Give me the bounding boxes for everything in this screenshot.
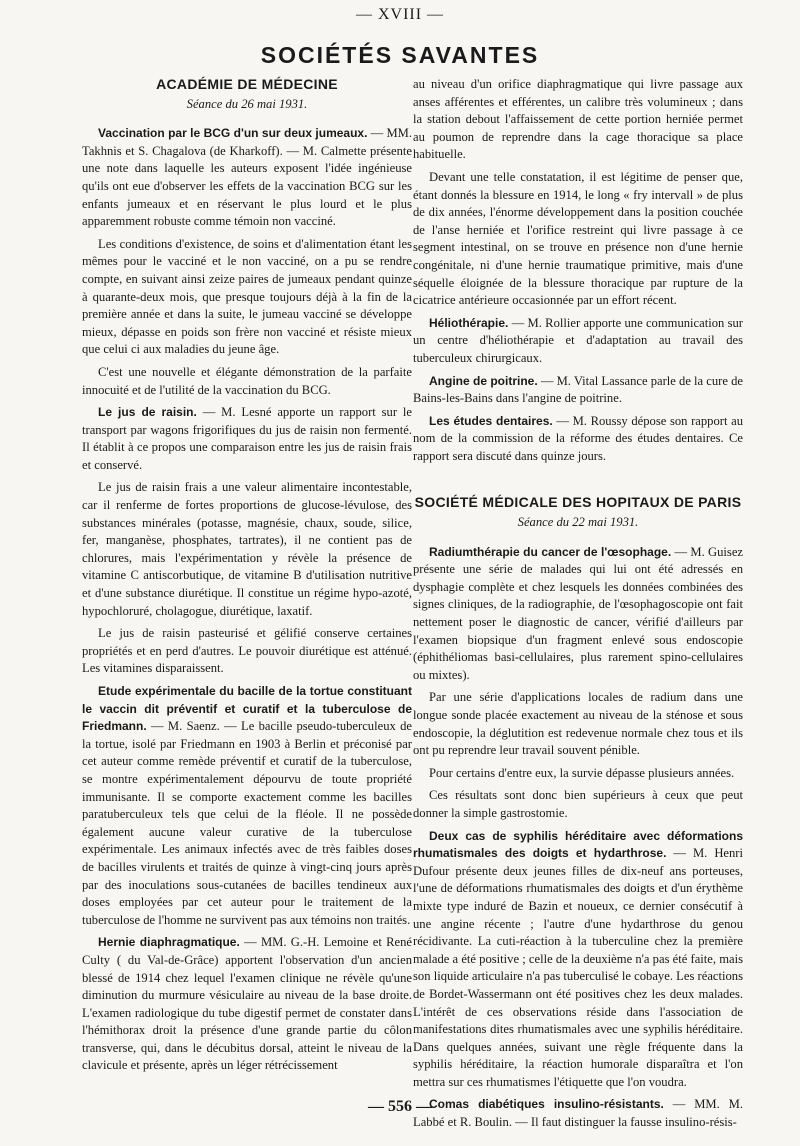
article-paragraph	[413, 373, 743, 408]
societe-session: Séance du 22 mai 1931.	[517, 515, 639, 530]
societe-title: SOCIÉTÉ MÉDICALE DES HOPITAUX DE PARIS	[414, 494, 742, 511]
article-text: — MM. Takhnis et S. Chagalova (de Kharkoff). — M. Calmette présente une note dans laquelle les auteurs exposent l'idée ingénieuse qu'ils ont eue d'observer les effets de la vaccination BCG sur les enfants jumeaux et en réservant le plus lourd et le plus apparemment robuste comme témoin non vacciné.	[82, 126, 412, 229]
article-text: — M. Lesné apporte un rapport sur le transport par wagons frigorifiques du jus de raisin non fermenté. Il établit à ce propos une comparaison entre les jus de raisin frais et conservé.	[82, 405, 412, 472]
article-lead: Deux cas de syphilis héréditaire avec déformations rhumatismales des doigts et hydarthrose.	[413, 828, 743, 861]
article-lead: Le jus de raisin.	[98, 405, 197, 420]
article-paragraph	[413, 315, 743, 368]
article-paragraph: Devant une telle constatation, il est légitime de penser que, étant donnés la blessure en 1914, le long « fry intervall » de plus de dix années, l'énorme développement dans la position couchée de l'anse herniée et l'orifice restreint qui livre passage à ce segment intestinal, on se trouve en présence non d'une hernie congénitale, ni d'une hernie traumatique primitive, mais d'une séquelle éloignée de la blessure thoracique par rupture de la cicatrice antérieure occasionnée par un effort récent.	[413, 169, 743, 308]
article-text: — M. Saenz. — Le bacille pseudo-tuberculeux de la tortue, isolé par Friedmann en 1903 à Berlin et préconisé par cet auteur comme remède préventif et curatif de la tuberculose, se montre expérimentalement dépourvu de toute propriété immunisante. Il se comporte exactement comme les bacilles paratuberculeux tels que celui de la fléole. Il ne possède également aucune valeur curative de la tuberculose expérimentale. Les animaux infectés avec de très faibles doses de bacilles virulents et traités de quinze à vingt-cinq jours après par des inoculations sous-cutanées de bacilles tendineux aux doses employées par cet auteur pour le traitement de la tuberculose de l'homme ne survivent pas aux témoins non traités.	[82, 719, 412, 927]
left-column	[82, 76, 412, 1080]
academie-title: ACADÉMIE DE MÉDECINE	[156, 76, 338, 92]
right-articles	[413, 315, 743, 466]
article-paragraph	[413, 413, 743, 466]
article-lead: Radiumthérapie du cancer de l'œsophage.	[429, 544, 672, 559]
academie-articles	[82, 125, 412, 1075]
article-text: — MM. M. Labbé et R. Boulin. — Il faut distinguer la fausse insulino-résis-	[413, 1097, 743, 1130]
page-header: — XVIII —	[355, 6, 445, 23]
article-text: — M. Roussy dépose son rapport au nom de la commission de la réforme des études dentaires. Ce rapport sera discuté dans quinze jours.	[413, 413, 743, 463]
article-paragraph	[82, 479, 412, 620]
article-text: Le jus de raisin frais a une valeur alimentaire incontestable, car il renferme de fortes proportions de glucose-lévulose, des substances minérales (potasse, magnésie, chaux, soude, silice, fer, manganèse, phosphates, tartrates), il ne contient pas de chlorures, mais l'expérimentation y révèle la présence de vitamine C antiscorbutique, de vitamine B d'utilisation nutritive et d'une substance diurétique. Il constitue un régime hypo-azoté, hypochloruré, cholagogue, diurétique, laxatif.	[82, 480, 412, 618]
article-lead: Vaccination par le BCG d'un sur deux jumeaux.	[98, 126, 368, 141]
article-paragraph	[82, 934, 412, 1075]
page-title: SOCIÉTÉS SAVANTES	[260, 42, 540, 68]
academie-session: Séance du 26 mai 1931.	[186, 96, 308, 111]
page-number: — 556 —	[368, 1098, 432, 1115]
article-lead: Comas diabétiques insulino-résistants.	[429, 1097, 664, 1112]
continued-article	[413, 76, 743, 310]
article-paragraph	[413, 828, 743, 1092]
article-text: Pour certains d'entre eux, la survie dépasse plusieurs années.	[429, 765, 735, 780]
article-paragraph	[413, 765, 743, 783]
article-lead: Etude expérimentale du bacille de la tortue constituant le vaccin dit préventif et curatif et la tuberculose de Friedmann.	[82, 684, 412, 734]
article-paragraph	[82, 125, 412, 231]
article-lead: Les études dentaires.	[429, 413, 553, 428]
article-text: — M. Guisez présente une série de malades qui lui ont été adressés en dysphagie complète et chez lesquels les données combinées des signes cliniques, de la radiographie, de l'œsophagoscopie ont fait nettement poser le diagnostic de cancer, vérifié d'ailleurs par l'examen biopsique d'un fragment enlevé sous endoscopie (éphithéliomas basi-cellulaires, plus rarement spino-cellulaires ou mixtes).	[413, 544, 743, 682]
article-text: — M. Henri Dufour présente deux jeunes filles de dix-neuf ans porteuses, l'une de déformations rhumatismales des doigts et d'un érythème mixte type induré de Bazin et noueux, ce dernier consécutif à une angine récente ; l'autre d'une hydarthrose du genou récidivante. La cuti-réaction à la tuberculine chez la première malade a été positive ; celle de la deuxième n'a pas été faite, mais son liquide articulaire n'a pas tuberculisé le cobaye. Les réactions de Bordet-Wassermann ont été positives chez les deux malades. L'intérêt de ces observations réside dans l'association de manifestations dites rhumatismales avec une syphilis héréditaire. Dans quelques années, suivant une règle fréquente dans la syphilis héréditaire, la réaction humorale disparaîtra et l'on mettra sur ces rhumatismes l'étiquette que l'on voudra.	[413, 846, 743, 1089]
article-lead: Hernie diaphragmatique.	[98, 935, 240, 950]
article-paragraph	[82, 404, 412, 474]
article-paragraph	[413, 689, 743, 759]
article-text: C'est une nouvelle et élégante démonstration de la parfaite innocuité et de l'utilité de la vaccination du BCG.	[82, 364, 412, 397]
article-text: Par une série d'applications locales de radium dans une longue sonde placée exactement au niveau de la sténose et sous endoscopie, la déglutition est redevenue normale chez tous et ils ont pu reprendre leur travail souvent pénible.	[413, 690, 743, 758]
article-paragraph	[82, 364, 412, 399]
right-column	[413, 76, 743, 1137]
article-text: Le jus de raisin pasteurisé et gélifié conserve certaines propriétés et en perd d'autres. Le pouvoir diurétique est atténué. Les vitamines disparaissent.	[82, 626, 412, 676]
article-text: — M. Vital Lassance parle de la cure de Bains-les-Bains dans l'angine de poitrine.	[413, 373, 743, 406]
article-lead: Angine de poitrine.	[429, 373, 538, 388]
societe-articles	[413, 544, 743, 1132]
article-paragraph: au niveau d'un orifice diaphragmatique qui livre passage aux anses afférentes et efférentes, un calibre très volumineux ; dans la station debout l'affaissement de cette portion herniée permet au poumon de reprendre dans la cage thoracique sa place habituelle.	[413, 77, 743, 162]
article-lead: Héliothérapie.	[429, 315, 509, 330]
article-paragraph	[413, 787, 743, 822]
article-text: Ces résultats sont donc bien supérieurs à ceux que peut donner la simple gastrostomie.	[413, 788, 743, 820]
article-paragraph	[82, 625, 412, 678]
article-text: — MM. G.-H. Lemoine et René Culty ( du Val-de-Grâce) apportent l'observation d'un ancien blessé de 1914 chez lequel l'examen clinique ne révèle qu'une diminution du murmure vésiculaire au niveau de la base droite. L'examen radiologique du tube digestif permet de constater dans l'hémithorax droit la présence d'une grande partie du côlon transverse, qui, dans le décubitus dorsal, atteint le niveau de la clavicule et présente, après un léger rétrécissement	[82, 935, 412, 1073]
article-paragraph	[82, 236, 412, 359]
article-paragraph	[82, 683, 412, 929]
article-paragraph	[413, 544, 743, 685]
article-text: Les conditions d'existence, de soins et d'alimentation étant les mêmes pour le vacciné et le non vacciné, on a pu se rendre compte, en suivant ainsi zeize paires de jumeaux pendant quinze à quarante-deux mois, que presque toujours déjà à la fin de la première année et dans la suite, le jumeau vacciné se développe mieux, dépasse en poids son frère non vacciné et résiste mieux que celui ci aux maladies du jeune âge.	[82, 236, 412, 357]
article-text: — M. Rollier apporte une communication sur un centre d'héliothérapie et d'adaptation au travail des tuberculeux chirurgicaux.	[413, 315, 743, 365]
